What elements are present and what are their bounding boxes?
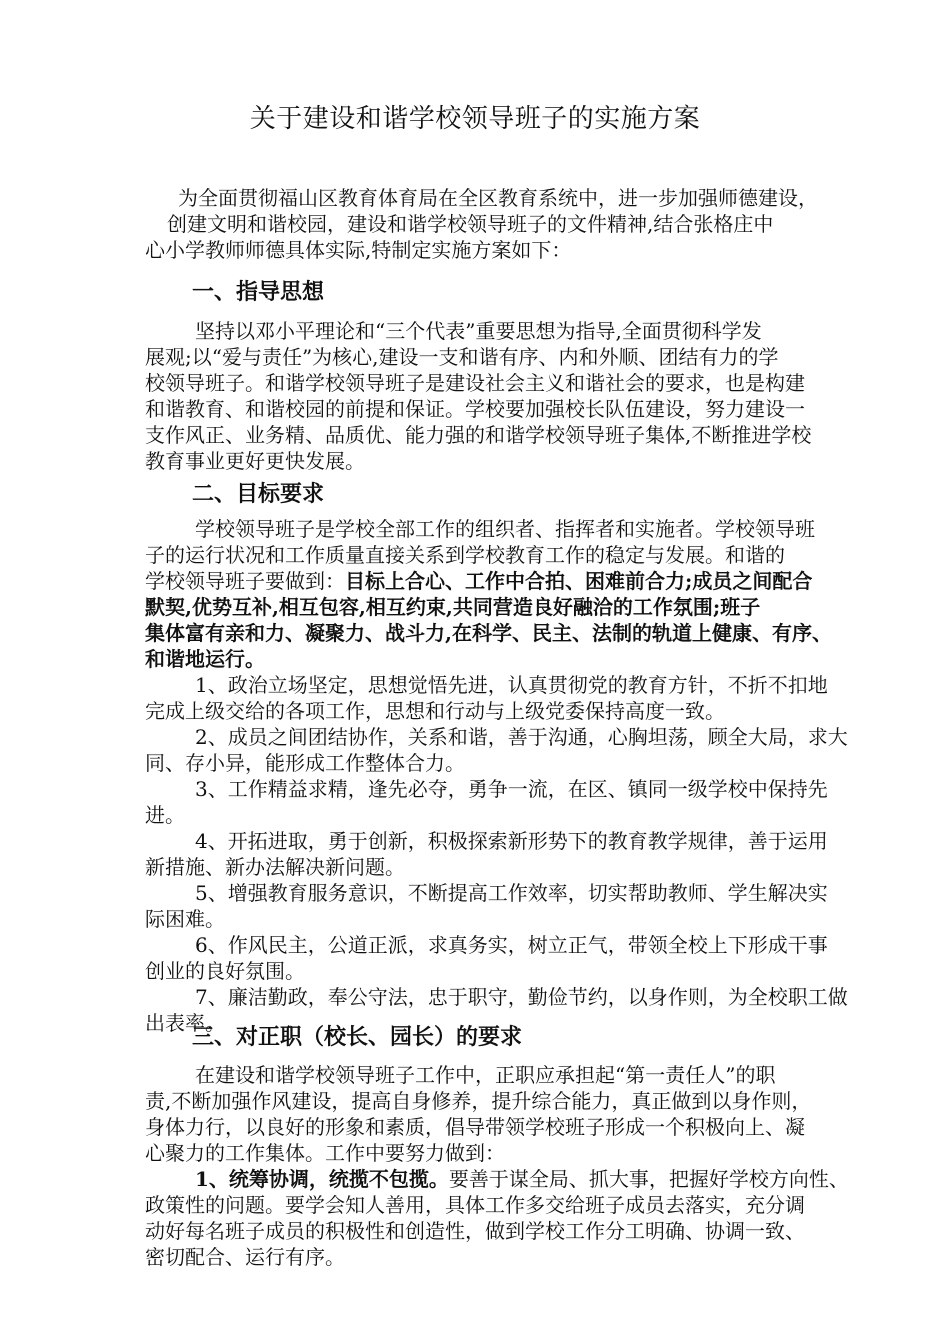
section2-line-2-text: 子的运行状况和工作质量直接关系到学校教育工作的稳定与发展。和谐的: [145, 543, 785, 567]
section3-point1-line-4: 密切配合、运行有序。: [145, 1245, 345, 1269]
section3-point1-line-2: 政策性的问题。要学会知人善用，具体工作多交给班子成员去落实，充分调: [145, 1193, 805, 1217]
section2-line-3-text: 学校领导班子要做到：: [145, 569, 345, 593]
section2-line-6: 和谐地运行。: [145, 647, 265, 671]
document-title: 关于建设和谐学校领导班子的实施方案: [249, 104, 701, 134]
goal-item-4-line-1: 4、开拓进取，勇于创新，积极探索新形势下的教育教学规律，善于运用: [195, 829, 828, 853]
goal-item-7-line-2: 出表率。: [145, 1011, 225, 1035]
section3-point1-text: 要善于谋全局、抓大事，把握好学校方向性、: [448, 1167, 849, 1191]
section2-line-2: [145, 542, 873, 568]
section-heading-1: 一、指导思想: [192, 280, 325, 305]
section1-line-4: 和谐教育、和谐校园的前提和保证。学校要加强校长队伍建设，努力建设一: [145, 397, 805, 421]
intro-line-1: 为全面贯彻福山区教育体育局在全区教育系统中，进一步加强师德建设，: [178, 186, 818, 210]
goal-item-2-line-1: 2、成员之间团结协作，关系和谐，善于沟通，心胸坦荡，顾全大局，求大: [195, 725, 848, 749]
intro-line-3: 心小学教师师德具体实际,特制定实施方案如下：: [145, 238, 572, 262]
section-heading-3: 三、对正职（校长、园长）的要求: [192, 1025, 523, 1050]
intro-line-2: 创建文明和谐校园，建设和谐学校领导班子的文件精神,结合张格庄中: [167, 212, 774, 236]
section3-point1-lead: 1、统筹协调，统揽不包揽。: [195, 1167, 449, 1191]
goal-item-1-line-2: 完成上级交给的各项工作，思想和行动与上级党委保持高度一致。: [145, 699, 725, 723]
section1-line-2: 展观;以“爱与责任”为核心,建设一支和谐有序、内和外顺、团结有力的学: [145, 345, 779, 369]
section1-line-6: 教育事业更好更快发展。: [145, 449, 365, 473]
section1-line-1: 坚持以邓小平理论和“三个代表”重要思想为指导,全面贯彻科学发: [195, 319, 762, 343]
section2-line-3-bold: 目标上合心、工作中合拍、困难前合力;成员之间配合: [345, 569, 813, 593]
goal-item-6-line-2: 创业的良好氛围。: [145, 959, 305, 983]
section2-line-1-text: 学校领导班子是学校全部工作的组织者、指挥者和实施者。学校领导班: [195, 517, 815, 541]
section2-line-3: [145, 568, 873, 594]
section3-point1-line-3: 动好每名班子成员的积极性和创造性，做到学校工作分工明确、协调一致、: [145, 1219, 805, 1243]
section3-line-1: 在建设和谐学校领导班子工作中，正职应承担起“第一责任人”的职: [195, 1063, 776, 1087]
section3-line-4: 心聚力的工作集体。工作中要努力做到：: [145, 1141, 505, 1165]
goal-item-4-line-2: 新措施、新办法解决新问题。: [145, 855, 405, 879]
goal-item-6-line-1: 6、作风民主，公道正派，求真务实，树立正气，带领全校上下形成干事: [195, 933, 828, 957]
section1-line-5: 支作风正、业务精、品质优、能力强的和谐学校领导班子集体,不断推进学校: [145, 423, 812, 447]
section2-line-5: 集体富有亲和力、凝聚力、战斗力,在科学、民主、法制的轨道上健康、有序、: [145, 621, 832, 645]
section3-line-3: 身体力行，以良好的形象和素质，倡导带领学校班子形成一个积极向上、凝: [145, 1115, 805, 1139]
goal-item-2-line-2: 同、存小异，能形成工作整体合力。: [145, 751, 465, 775]
goal-item-3-line-2: 进。: [145, 803, 185, 827]
goal-item-5-line-2: 际困难。: [145, 907, 225, 931]
goal-item-5-line-1: 5、增强教育服务意识，不断提高工作效率，切实帮助教师、学生解决实: [195, 881, 828, 905]
goal-item-1-line-1: 1、政治立场坚定，思想觉悟先进，认真贯彻党的教育方针，不折不扣地: [195, 673, 828, 697]
section1-line-3: 校领导班子。和谐学校领导班子是建设社会主义和谐社会的要求，也是构建: [145, 371, 805, 395]
goal-item-3-line-1: 3、工作精益求精，逢先必夺，勇争一流，在区、镇同一级学校中保持先: [195, 777, 828, 801]
goal-item-7-line-1: 7、廉洁勤政，奉公守法，忠于职守，勤俭节约，以身作则，为全校职工做: [195, 985, 848, 1009]
section3-line-2: 责,不断加强作风建设，提高自身修养，提升综合能力，真正做到以身作则，: [145, 1089, 812, 1113]
section-heading-2: 二、目标要求: [192, 482, 325, 507]
section2-line-4: 默契,优势互补,相互包容,相互约束,共同营造良好融洽的工作氛围;班子: [145, 595, 761, 619]
section2-line-1: [145, 516, 873, 542]
section3-point1-line-1: [145, 1166, 873, 1192]
